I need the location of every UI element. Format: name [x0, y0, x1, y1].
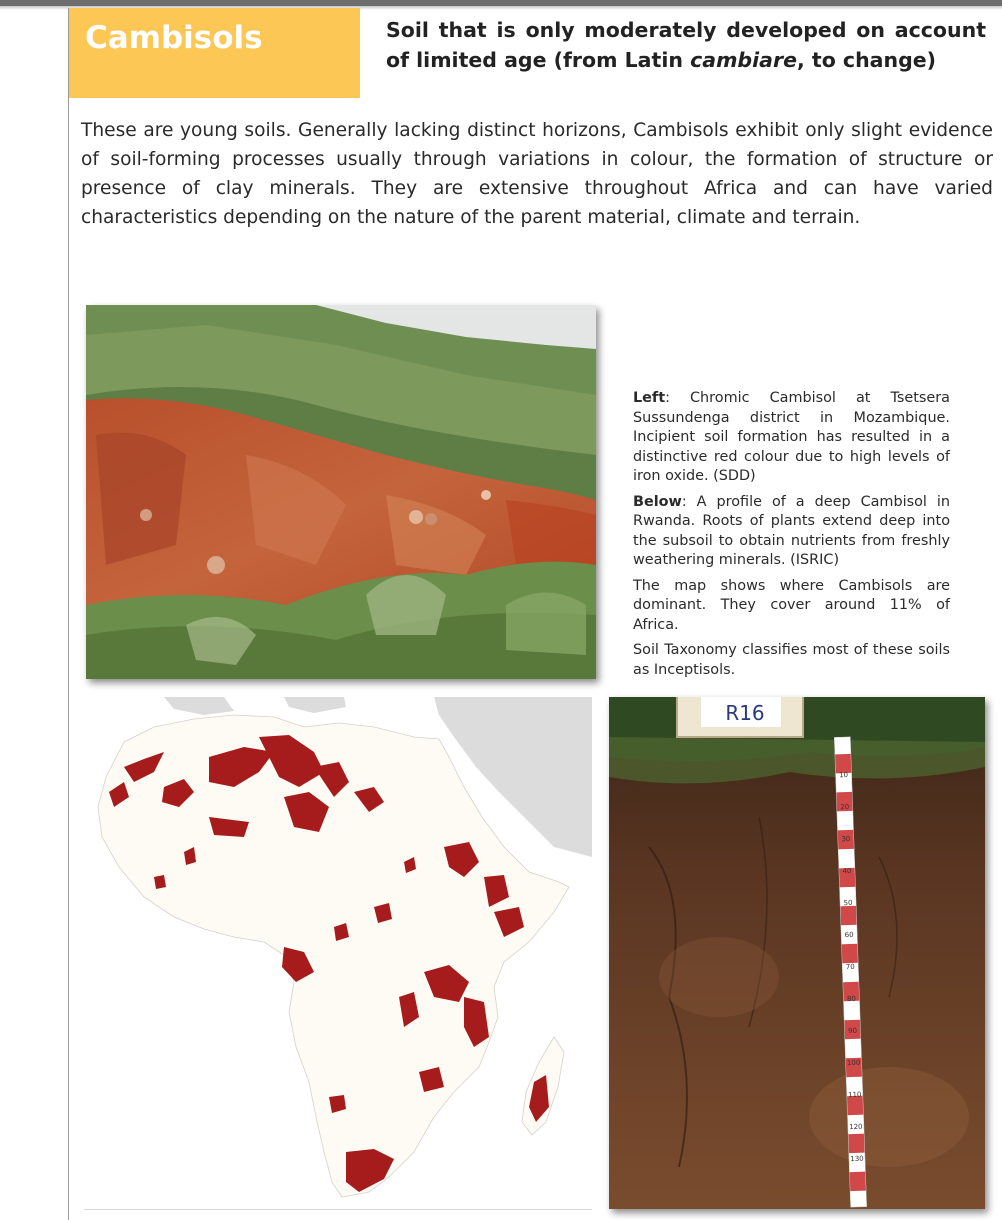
caption-map: The map shows where Cambisols are dominant. They cover around 11% of Africa. [633, 577, 950, 633]
caption-below-text: : A profile of a deep Cambisol in Rwanda. Roots of plants extend deep into the subsoil to obtain nutrients from freshly weathering minerals. (ISRIC) [633, 493, 950, 568]
cambisol-patch [154, 875, 166, 889]
subtitle-text: Soil that is only moderately developed on account of limited age (from Latin [386, 18, 986, 72]
bottom-rule [84, 1209, 592, 1210]
sign-text: R16 [725, 701, 765, 725]
ruler-mark: 80 [846, 994, 857, 1004]
caption-below [633, 493, 950, 571]
intro-paragraph: These are young soils. Generally lacking distinct horizons, Cambisols exhibit only slight evidence of soil-forming processes usually through variations in colour, the formation of structure or presence of clay minerals. They are extensive throughout Africa and can have varied characteristics depending on the nature of the parent material, climate and terrain. [81, 120, 993, 228]
ruler-mark: 130 [850, 1154, 864, 1164]
page-title: Cambisols [85, 20, 263, 56]
cambisol-profile-photo [609, 697, 985, 1209]
ruler-mark: 10 [839, 770, 849, 780]
ruler-mark: 30 [841, 834, 851, 844]
ruler-mark: 50 [843, 898, 853, 908]
caption-left-label: Left [633, 390, 666, 406]
chromic-cambisol-photo [86, 305, 596, 679]
title-box [69, 8, 360, 98]
caption-taxonomy: Soil Taxonomy classifies most of these soils as Inceptisols. [633, 642, 950, 678]
page-subtitle [386, 15, 986, 75]
ruler-mark: 110 [847, 1090, 862, 1100]
ruler-mark: 120 [849, 1122, 863, 1132]
ruler-mark: 20 [840, 802, 850, 812]
caption-left-text: : Chromic Cambisol at Tsetsera Sussundenga district in Mozambique. Incipient soil formation has resulted in a distinctive red colour due to high levels of iron oxide. (SDD) [633, 390, 950, 484]
ruler-mark: 90 [847, 1026, 858, 1036]
cambisol-distribution-map [84, 697, 592, 1206]
subtitle-text-end: , to change) [796, 48, 937, 72]
ruler-mark: 60 [844, 930, 854, 940]
ruler-mark: 40 [842, 866, 852, 876]
caption-left [633, 389, 950, 487]
ruler-mark: 70 [845, 962, 855, 972]
profile-label-sign [677, 697, 803, 737]
ruler-mark: 100 [846, 1058, 861, 1068]
subtitle-latin-word: cambiare [690, 48, 797, 72]
left-margin-rule [68, 8, 69, 1220]
caption-below-label: Below [633, 493, 682, 510]
photo-captions [633, 389, 950, 686]
